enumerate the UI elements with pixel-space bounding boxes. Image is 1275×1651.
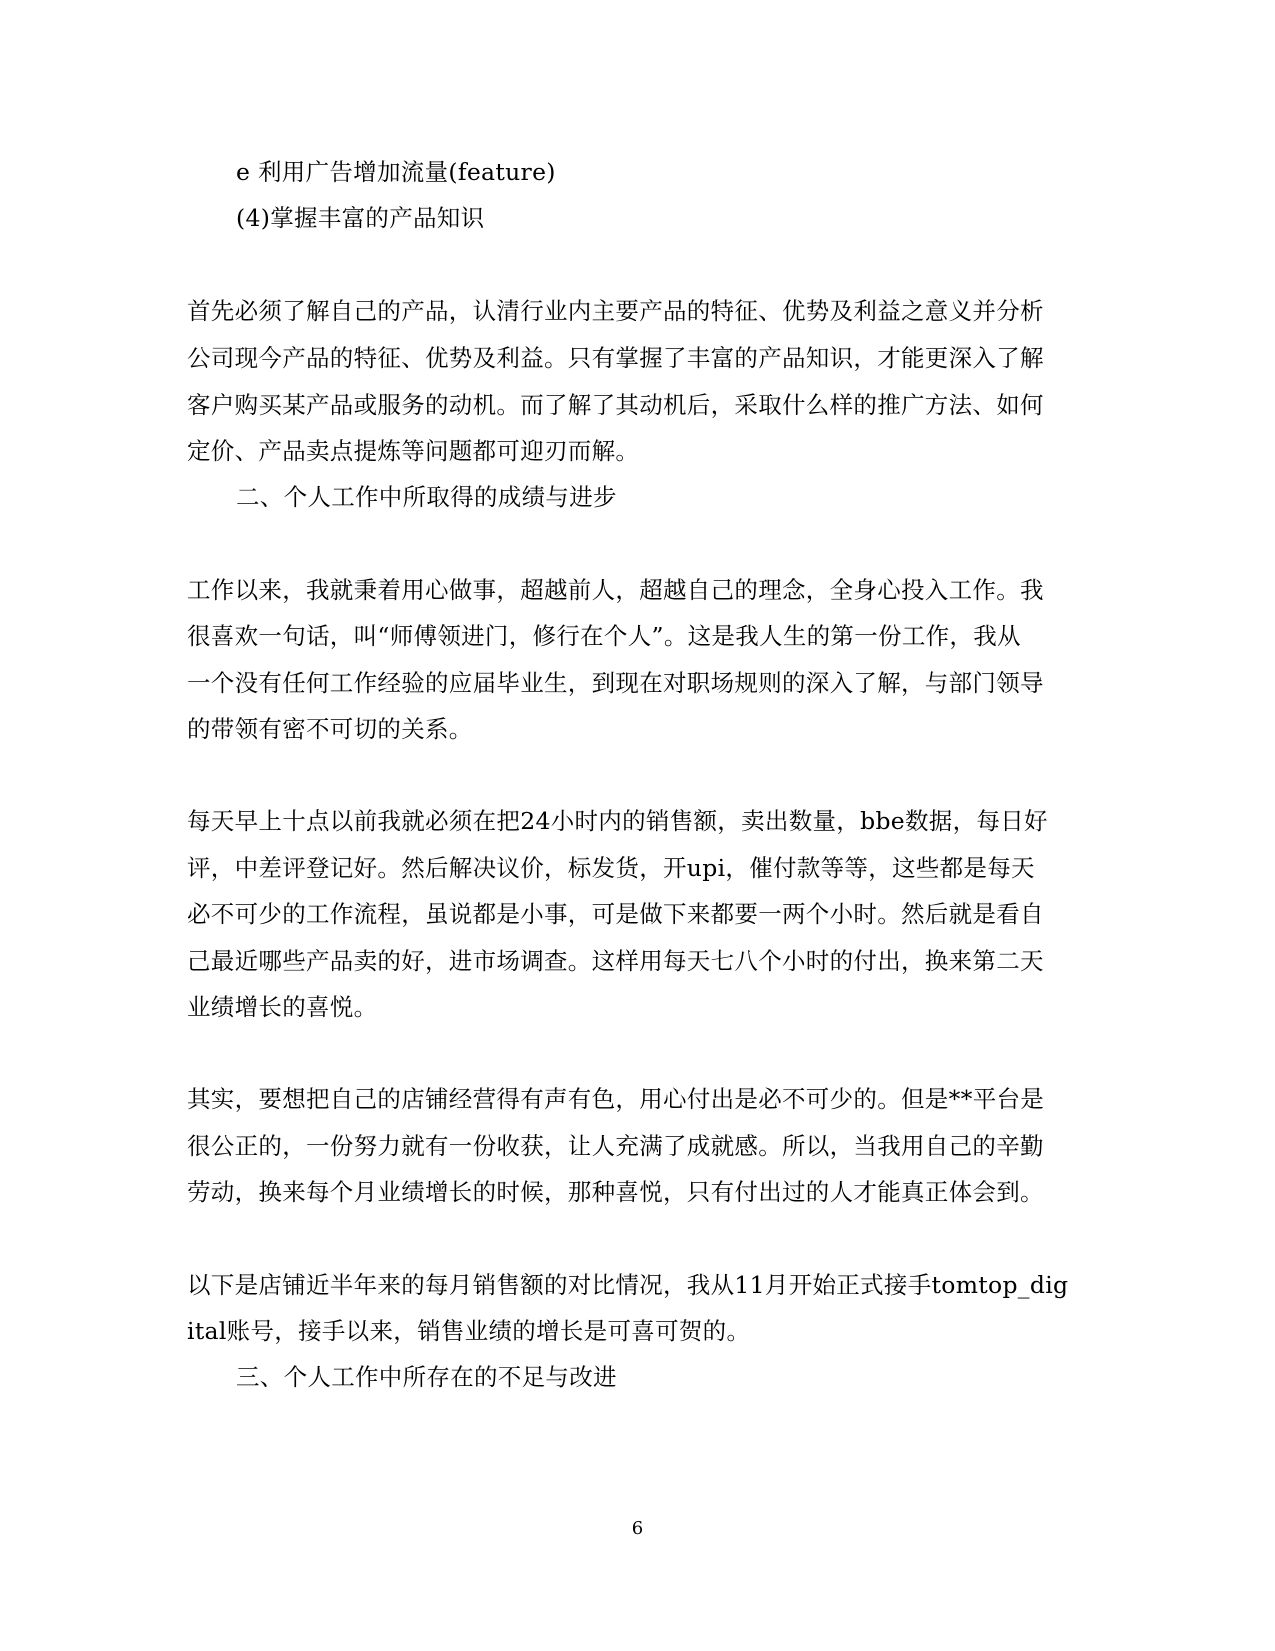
section-heading-shortcomings: 三、个人工作中所存在的不足与改进 bbox=[236, 1363, 617, 1391]
paragraph-daily-work-line-4: 己最近哪些产品卖的好，进市场调查。这样用每天七八个小时的付出，换来第二天 bbox=[187, 947, 1044, 975]
paragraph-work-attitude-line-2: 很喜欢一句话，叫“师傅领进门，修行在个人”。这是我人生的第一份工作，我从 bbox=[187, 622, 1021, 650]
paragraph-store-operation-line-2: 很公正的，一份努力就有一份收获，让人充满了成就感。所以，当我用自己的辛勤 bbox=[187, 1132, 1044, 1160]
paragraph-daily-work-line-2: 评，中差评登记好。然后解决议价，标发货，开upi，催付款等等，这些都是每天 bbox=[187, 854, 1035, 882]
paragraph-product-knowledge-line-1: 首先必须了解自己的产品，认清行业内主要产品的特征、优势及利益之意义并分析 bbox=[187, 297, 1044, 325]
paragraph-store-operation-line-3: 劳动，换来每个月业绩增长的时候，那种喜悦，只有付出过的人才能真正体会到。 bbox=[187, 1178, 1044, 1206]
paragraph-sales-comparison-line-1: 以下是店铺近半年来的每月销售额的对比情况，我从11月开始正式接手tomtop_dig bbox=[187, 1271, 1069, 1299]
paragraph-work-attitude-line-1: 工作以来，我就秉着用心做事，超越前人，超越自己的理念，全身心投入工作。我 bbox=[187, 576, 1044, 604]
paragraph-sales-comparison-line-2: ital账号，接手以来，销售业绩的增长是可喜可贺的。 bbox=[187, 1317, 751, 1345]
paragraph-daily-work-line-1: 每天早上十点以前我就必须在把24小时内的销售额，卖出数量，bbe数据，每日好 bbox=[187, 807, 1048, 835]
list-item-e: e 利用广告增加流量(feature) bbox=[236, 158, 556, 186]
paragraph-daily-work-line-5: 业绩增长的喜悦。 bbox=[187, 993, 378, 1021]
paragraph-product-knowledge-line-2: 公司现今产品的特征、优势及利益。只有掌握了丰富的产品知识，才能更深入了解 bbox=[187, 344, 1044, 372]
paragraph-daily-work-line-3: 必不可少的工作流程，虽说都是小事，可是做下来都要一两个小时。然后就是看自 bbox=[187, 900, 1044, 928]
page-number: 6 bbox=[631, 1518, 644, 1539]
paragraph-store-operation-line-1: 其实，要想把自己的店铺经营得有声有色，用心付出是必不可少的。但是**平台是 bbox=[187, 1085, 1045, 1113]
list-item-4: (4)掌握丰富的产品知识 bbox=[236, 204, 485, 232]
section-heading-achievements: 二、个人工作中所取得的成绩与进步 bbox=[236, 483, 617, 511]
paragraph-work-attitude-line-4: 的带领有密不可切的关系。 bbox=[187, 715, 473, 743]
paragraph-work-attitude-line-3: 一个没有任何工作经验的应届毕业生，到现在对职场规则的深入了解，与部门领导 bbox=[187, 669, 1044, 697]
paragraph-product-knowledge-line-3: 客户购买某产品或服务的动机。而了解了其动机后，采取什么样的推广方法、如何 bbox=[187, 391, 1044, 419]
paragraph-product-knowledge-line-4: 定价、产品卖点提炼等问题都可迎刃而解。 bbox=[187, 437, 640, 465]
